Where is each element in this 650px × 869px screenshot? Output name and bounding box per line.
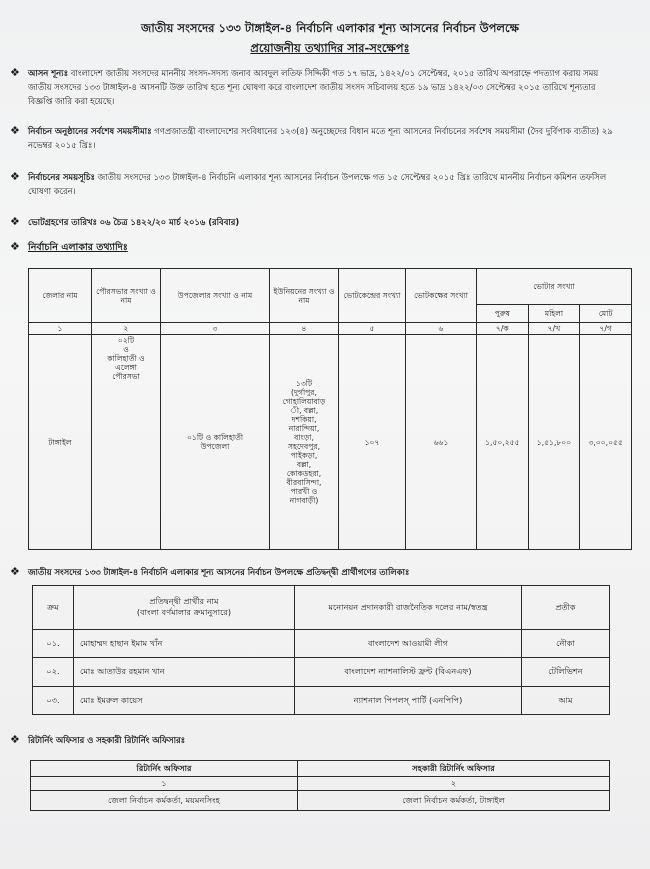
union-line: সহদেবপুর, [287,442,321,451]
union-line: নারান্দিয়া, [288,424,320,433]
bullet-icon: ❖ [10,66,20,79]
col-number: ৪ [270,323,339,335]
candidates-item [10,565,620,579]
col-number: ১ [29,323,92,335]
col-number: ৭/গ [580,323,632,335]
header-rooms: ভোটকক্ষের সংখ্যা [406,269,477,323]
header-upazila: উপজেলার সংখ্যা ও নাম [161,269,270,323]
col-number: ৫ [339,323,406,335]
union-line: বীরবাসিন্দা, [286,478,322,487]
bullet-icon: ❖ [10,565,20,578]
col-number: ৭/খ [528,323,580,335]
polling-date-label: ভোটগ্রহণের তারিখঃ [28,217,97,227]
col-number: ৩ [161,323,270,335]
cell-pourashava [92,335,161,550]
header-returning-officer: রিটার্নিং অফিসার [31,761,298,777]
pourashava-line: ০২টি [117,336,135,345]
table-row [33,658,610,686]
vacancy-label: আসন শূন্যঃ [28,68,69,78]
union-line: কোকডহরা, [286,469,322,478]
header-female: মহিলা [528,305,580,323]
header-candidate-sub: (বাংলা বর্ণমালার ক্রমানুসারে) [136,607,232,618]
document-title [30,18,630,58]
col-number: ৭/ক [477,323,529,335]
union-line: পাইকড়া, [290,451,318,460]
pourashava-line: কালিহাতী ও [107,354,145,363]
deadline-item [10,124,620,152]
union-line: দশকিয়া, [291,415,317,424]
header-assistant-returning-officer: সহকারী রিটার্নিং অফিসার [298,761,610,777]
bullet-icon: ❖ [10,733,20,746]
schedule-label: নির্বাচনের সময়সূচিঃ [28,172,95,182]
cell-centers: ১০৭ [339,335,406,550]
header-pourashava: পৌরসভার সংখ্যা ও নাম [92,269,161,323]
col-number: ২ [298,777,610,791]
cell-serial: ০২. [33,658,74,686]
cell-party: বাংলাদেশ আওয়ামী লীগ [295,629,522,657]
cell-party: বাংলাদেশ ন্যাশনালিস্ট ফ্রন্ট (বিএনএফ) [295,658,522,686]
constituency-table [28,268,632,550]
returning-officers-item [10,733,620,747]
col-number: ১ [31,777,298,791]
deadline-label: নির্বাচন অনুষ্ঠানের সর্বশেষ সময়সীমাঃ [28,126,152,136]
cell-upazila [161,335,270,550]
cell-symbol: নৌকা [522,629,610,657]
union-line: (দুর্গাপুর, [291,388,317,397]
cell-rooms: ৬৬১ [406,335,477,550]
vacancy-text: বাংলাদেশ জাতীয় সংসদের মাননীয় সংসদ-সদস্য জনাব আবদুল লতিফ সিদ্দিকী গত ১৭ ভাদ্র, ১৪২২/০১ সেপ্টেম্বর, ২০১৫ তারিখ অপরাহ্নে পদত্যাগ করায় সময় জাতীয় সংসদের ১৩৩ টাঙ্গাইল-৪ আসনটি উক্ত তারিখ হতে শূন্য ঘোষণা করে বাংলাদেশ জাতীয় সংসদ সচিবালয় হতে ১৯ ভাদ্র ১৪২২/০৩ সেপ্টেম্বর ২০১৫ তারিখে শূন্যতার বিজ্ঞপ্তি জারি করা হয়েছে। [28,68,599,106]
title-line-1: জাতীয় সংসদের ১৩৩ টাঙ্গাইল-৪ নির্বাচনি এলাকার শূন্য আসনের নির্বাচন উপলক্ষে [141,21,519,35]
pourashava-line: পৌরসভা [112,372,140,381]
cell-serial: ০৩. [33,686,74,714]
bullet-icon: ❖ [10,240,20,253]
header-centers: ভোটকেন্দ্রের সংখ্যা [339,269,406,323]
bullet-icon: ❖ [10,170,20,183]
header-candidate [74,586,295,630]
cell-party: ন্যাশনাল পিপলস্‌ পার্টি (এনপিপি) [295,686,522,714]
schedule-item [10,170,620,198]
cell-total: ৩,০০,০৫৫ [580,335,632,550]
officers-table [30,760,610,811]
header-male: পুরুষ [477,305,529,323]
union-line: ১৩টি [295,379,313,388]
header-symbol: প্রতীক [522,586,610,630]
header-voters: ভোটার সংখ্যা [477,269,632,305]
cell-returning-officer: জেলা নির্বাচন কর্মকর্তা, ময়মনসিংহ [31,791,298,811]
cell-female: ১,৫১,৮০০ [528,335,580,550]
constituency-info-label: নির্বাচনি এলাকার তথ্যাদিঃ [28,242,128,253]
union-line: পারখী ও [290,487,318,496]
union-line: বাংড়া, [294,433,314,442]
bullet-icon: ❖ [10,124,20,137]
union-line: নাগবাড়ী) [289,496,319,505]
cell-candidate-name: মোহাম্মদ হাছান ইমাম খাঁন [74,629,295,657]
candidates-table [32,585,610,715]
col-number: ৬ [406,323,477,335]
cell-serial: ০১. [33,629,74,657]
deadline-text: গণপ্রজাতন্ত্রী বাংলাদেশের সংবিধানের ১২৩(৪) অনুচ্ছেদের বিধান মতে শূন্য আসনের নির্বাচনের সর্বশেষ সময়সীমা (দৈব দুর্বিপাক ব্যতীত) ২৯ নভেম্বর ২০১৫ খ্রিঃ। [28,126,613,150]
cell-candidate-name: মোঃ ইমরুল কায়েস [74,686,295,714]
header-union: ইউনিয়নের সংখ্যা ও নাম [270,269,339,323]
header-party: মনোনয়ন প্রদানকারী রাজনৈতিক দলের নাম/স্বতন্ত্র [295,586,522,630]
candidates-label: জাতীয় সংসদের ১৩৩ টাঙ্গাইল-৪ নির্বাচনি এলাকার শূন্য আসনের নির্বাচন উপলক্ষে প্রতিদ্বন্দ্বী প্রার্থীগণের তালিকাঃ [28,567,410,577]
header-total: মোট [580,305,632,323]
union-line: গোহালিয়াবাড় [282,397,326,406]
pourashava-line: এলেঙ্গা [115,363,137,372]
cell-symbol: টেলিভিশন [522,658,610,686]
schedule-text: জাতীয় সংসদের ১৩৩ টাঙ্গাইল-৪ নির্বাচনি এলাকার শূন্য আসনের নির্বাচন উপলক্ষে গত ১৫ সেপ্টেম্বর ২০১৫ খ্রিঃ তারিখে মাননীয় নির্বাচন কমিশন তফসিল ঘোষণা করেন। [28,172,607,196]
upazila-line: উপজেলা [200,442,230,451]
vacancy-item [10,66,620,108]
header-district: জেলার নাম [29,269,92,323]
header-serial: ক্রম [33,586,74,630]
cell-assistant-returning-officer: জেলা নির্বাচন কর্মকর্তা, টাঙ্গাইল [298,791,610,811]
upazila-line: ০১টি ও কালিহাতী [187,433,243,442]
header-candidate-name: প্রতিদ্বন্দ্বী প্রার্থীর নাম [149,596,219,607]
polling-date-item [10,215,620,229]
title-line-2: প্রয়োজনীয় তথ্যাদির সার-সংক্ষেপঃ [250,41,410,55]
cell-district: টাঙ্গাইল [29,335,92,550]
col-number: ২ [92,323,161,335]
cell-unions [270,335,339,550]
union-line: ী, বল্লা, [289,406,319,415]
table-row [33,686,610,714]
cell-symbol: আম [522,686,610,714]
bullet-icon: ❖ [10,215,20,228]
cell-male: ১,৫০,২৫৫ [477,335,529,550]
returning-officers-label: রিটার্নিং অফিসার ও সহকারী রিটার্নিং অফিসারঃ [28,735,186,745]
table-row [33,629,610,657]
polling-date-text: ০৬ চৈত্র ১৪২২/২০ মার্চ ২০১৬ (রবিবার) [99,217,240,227]
pourashava-line: ও [123,345,129,354]
cell-candidate-name: মোঃ আতাউর রহমান খান [74,658,295,686]
constituency-info-item [10,240,620,255]
union-line: বল্লা, [296,460,312,469]
